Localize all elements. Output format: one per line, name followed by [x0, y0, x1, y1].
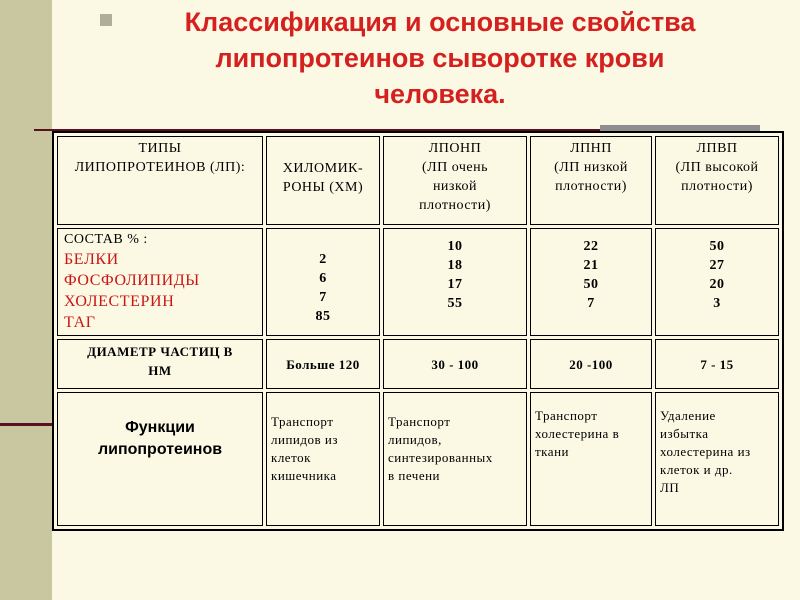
diameter-row: [57, 339, 779, 389]
functions-lpnp-cell: [530, 392, 652, 526]
header-lpnp-cell: [530, 136, 652, 225]
function-line: кишечника: [271, 468, 337, 483]
composition-lponp-cell: [383, 228, 527, 336]
function-line: ткани: [535, 444, 569, 459]
function-line: холестерина из: [660, 444, 751, 459]
function-line: клеток: [271, 450, 311, 465]
composition-xm-cell: [266, 228, 380, 336]
value-cell: 50: [709, 239, 725, 254]
header-xm-cell: [266, 136, 380, 225]
value-cell: 2: [319, 252, 327, 267]
diameter-lpnp-cell: 20 -100: [530, 339, 652, 389]
value-cell: 20: [709, 277, 725, 292]
diameter-lponp-cell: 30 - 100: [383, 339, 527, 389]
value-cell: 17: [447, 277, 463, 292]
function-line: Транспорт: [271, 414, 334, 429]
left-decorative-bar: [0, 0, 52, 600]
header-lpvp-line: (ЛП высокой: [675, 160, 759, 175]
diameter-label-line: ДИАМЕТР ЧАСТИЦ В: [87, 344, 233, 359]
lipoprotein-table: [52, 131, 784, 531]
diameter-lpvp-cell: 7 - 15: [655, 339, 779, 389]
header-lponp-line: ЛПОНП: [428, 141, 482, 156]
composition-lpvp-cell: [655, 228, 779, 336]
function-line: липидов из: [271, 432, 338, 447]
function-line: Транспорт: [388, 414, 451, 429]
component-cholesterol: ХОЛЕСТЕРИН: [64, 293, 175, 310]
composition-lpnp-cell: [530, 228, 652, 336]
header-types-line: ТИПЫ: [138, 141, 182, 156]
functions-label-line: Функции: [125, 419, 195, 436]
function-line: синтезированных: [388, 450, 493, 465]
composition-row: [57, 228, 779, 336]
header-lponp-line: (ЛП очень: [421, 160, 489, 175]
header-types-cell: [57, 136, 263, 225]
component-proteins: БЕЛКИ: [64, 251, 119, 268]
diameter-label-line: НМ: [148, 363, 172, 378]
function-line: избытка: [660, 426, 709, 441]
divider-line-left: [0, 423, 52, 426]
functions-row: [57, 392, 779, 526]
header-lpvp-line: ЛПВП: [696, 141, 738, 156]
header-lponp-line: низкой: [432, 179, 478, 194]
function-line: ЛП: [660, 480, 680, 495]
header-lpvp-line: плотности): [681, 179, 753, 194]
diameter-xm-cell: Больше 120: [266, 339, 380, 389]
composition-label: СОСТАВ % :: [64, 232, 148, 247]
value-cell: 27: [709, 258, 725, 273]
function-line: холестерина в: [535, 426, 620, 441]
header-lpnp-line: (ЛП низкой: [554, 160, 628, 175]
component-phospholipids: ФОСФОЛИПИДЫ: [64, 272, 200, 289]
value-cell: 6: [319, 271, 327, 286]
function-line: клеток и др.: [660, 462, 733, 477]
functions-xm-cell: [266, 392, 380, 526]
function-line: в печени: [388, 468, 441, 483]
value-cell: 50: [583, 277, 599, 292]
functions-lpvp-cell: [655, 392, 779, 526]
functions-lponp-cell: [383, 392, 527, 526]
function-line: Удаление: [660, 408, 716, 423]
value-cell: 7: [587, 296, 595, 311]
slide-title: Классификация и основные свойства липопротеинов сыворотке крови человека.: [184, 7, 696, 109]
value-cell: 55: [447, 296, 463, 311]
header-lpnp-line: ЛПНП: [570, 141, 612, 156]
component-tag: ТАГ: [64, 314, 96, 331]
value-cell: 22: [583, 239, 599, 254]
header-xm-line: РОНЫ (ХМ): [282, 180, 364, 195]
header-lpnp-line: плотности): [555, 179, 627, 194]
value-cell: 7: [319, 290, 327, 305]
value-cell: 85: [315, 309, 331, 324]
value-cell: 21: [583, 258, 599, 273]
value-cell: 10: [447, 239, 463, 254]
header-types-line: ЛИПОПРОТЕИНОВ (ЛП):: [74, 160, 246, 175]
function-line: Транспорт: [535, 408, 598, 423]
header-xm-line: ХИЛОМИК-: [282, 161, 364, 176]
diameter-label-cell: [57, 339, 263, 389]
composition-label-cell: [57, 228, 263, 336]
function-line: липидов,: [388, 432, 442, 447]
functions-label-line: липопротеинов: [97, 441, 223, 458]
value-cell: 18: [447, 258, 463, 273]
header-lponp-line: плотности): [419, 198, 491, 213]
header-lponp-cell: [383, 136, 527, 225]
value-cell: 3: [713, 296, 721, 311]
header-lpvp-cell: [655, 136, 779, 225]
header-row: [57, 136, 779, 225]
bullet-square-icon: [100, 14, 112, 26]
functions-label-cell: [57, 392, 263, 526]
